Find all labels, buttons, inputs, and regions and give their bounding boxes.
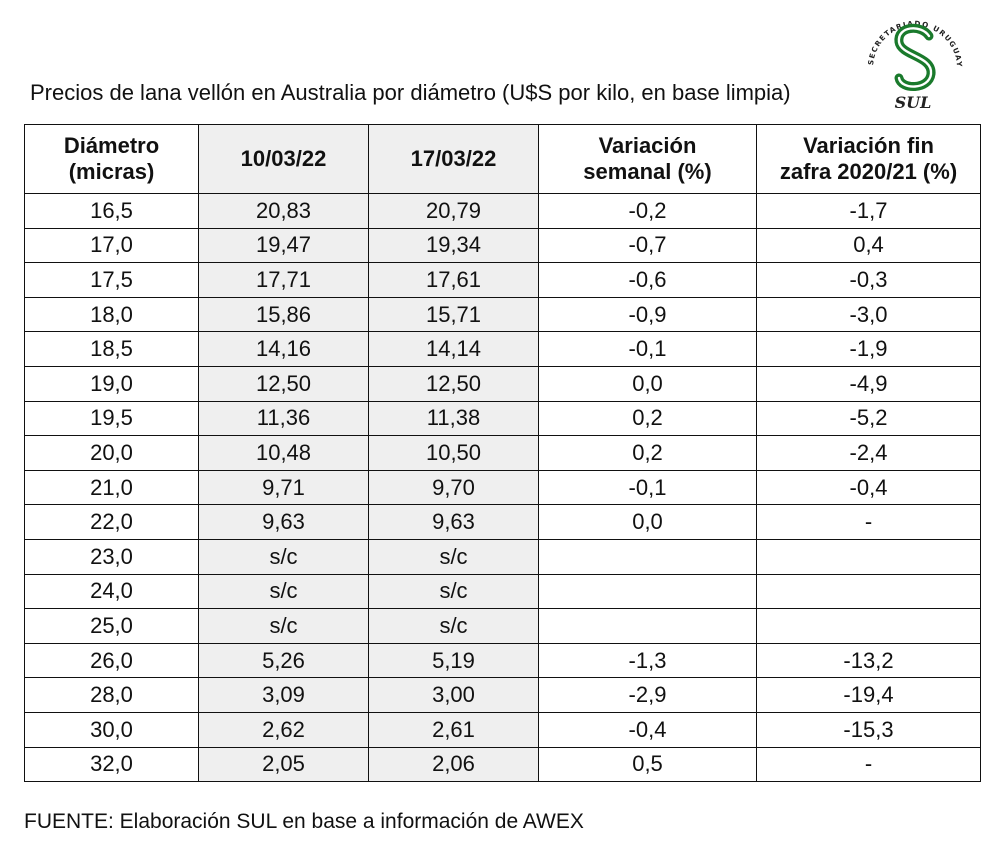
price-17-03-cell: 20,79 (369, 194, 539, 229)
variacion-semanal-cell: 0,2 (539, 436, 757, 471)
diametro-cell: 21,0 (25, 470, 199, 505)
price-17-03-cell: 15,71 (369, 297, 539, 332)
price-10-03-cell: 9,71 (199, 470, 369, 505)
variacion-zafra-cell: 0,4 (757, 228, 981, 263)
table-row (25, 747, 981, 782)
price-17-03-cell: 11,38 (369, 401, 539, 436)
diametro-cell: 18,0 (25, 297, 199, 332)
diametro-cell: 32,0 (25, 747, 199, 782)
price-10-03-cell: 2,62 (199, 712, 369, 747)
diametro-cell: 24,0 (25, 574, 199, 609)
source-note: FUENTE: Elaboración SUL en base a información de AWEX (24, 810, 584, 833)
logo-mark-text: SUL (894, 93, 932, 112)
price-10-03-cell: 20,83 (199, 194, 369, 229)
variacion-zafra-cell (757, 539, 981, 574)
sul-s-logo-icon (855, 6, 975, 116)
price-17-03-cell: s/c (369, 609, 539, 644)
price-17-03-cell: 19,34 (369, 228, 539, 263)
variacion-zafra-cell: -3,0 (757, 297, 981, 332)
price-10-03-cell: s/c (199, 609, 369, 644)
diametro-cell: 26,0 (25, 643, 199, 678)
variacion-zafra-cell: -1,9 (757, 332, 981, 367)
variacion-semanal-cell: 0,5 (539, 747, 757, 782)
variacion-semanal-cell (539, 574, 757, 609)
diametro-cell: 20,0 (25, 436, 199, 471)
diametro-cell: 17,5 (25, 263, 199, 298)
sul-logo (855, 6, 975, 116)
price-10-03-cell: 11,36 (199, 401, 369, 436)
diametro-cell: 19,5 (25, 401, 199, 436)
variacion-semanal-cell: -0,1 (539, 332, 757, 367)
variacion-zafra-cell: - (757, 747, 981, 782)
diametro-cell: 22,0 (25, 505, 199, 540)
table-row (25, 574, 981, 609)
variacion-zafra-cell (757, 609, 981, 644)
price-17-03-cell: 17,61 (369, 263, 539, 298)
price-17-03-cell: 9,70 (369, 470, 539, 505)
variacion-zafra-cell: -2,4 (757, 436, 981, 471)
table-row (25, 332, 981, 367)
header-date-1: 10/03/22 (199, 125, 369, 194)
table-row (25, 712, 981, 747)
price-10-03-cell: 14,16 (199, 332, 369, 367)
variacion-semanal-cell: -0,2 (539, 194, 757, 229)
price-10-03-cell: 17,71 (199, 263, 369, 298)
header-diametro: Diámetro (micras) (25, 125, 199, 194)
table-row (25, 539, 981, 574)
variacion-zafra-cell: -19,4 (757, 678, 981, 713)
variacion-semanal-cell: -0,1 (539, 470, 757, 505)
diametro-cell: 30,0 (25, 712, 199, 747)
table-row (25, 194, 981, 229)
price-10-03-cell: 19,47 (199, 228, 369, 263)
price-10-03-cell: 2,05 (199, 747, 369, 782)
variacion-zafra-cell: -0,3 (757, 263, 981, 298)
table-title: Precios de lana vellón en Australia por diámetro (U$S por kilo, en base limpia) (30, 80, 791, 105)
price-17-03-cell: s/c (369, 574, 539, 609)
diametro-cell: 25,0 (25, 609, 199, 644)
price-17-03-cell: 12,50 (369, 366, 539, 401)
price-17-03-cell: 14,14 (369, 332, 539, 367)
table-row (25, 401, 981, 436)
diametro-cell: 23,0 (25, 539, 199, 574)
variacion-semanal-cell: -0,6 (539, 263, 757, 298)
price-17-03-cell: 5,19 (369, 643, 539, 678)
variacion-semanal-cell: -0,9 (539, 297, 757, 332)
diametro-cell: 17,0 (25, 228, 199, 263)
variacion-zafra-cell: - (757, 505, 981, 540)
price-10-03-cell: s/c (199, 574, 369, 609)
price-17-03-cell: 9,63 (369, 505, 539, 540)
table-row (25, 263, 981, 298)
variacion-zafra-cell (757, 574, 981, 609)
table-row (25, 643, 981, 678)
variacion-semanal-cell (539, 539, 757, 574)
variacion-semanal-cell: 0,0 (539, 366, 757, 401)
table-row (25, 609, 981, 644)
variacion-zafra-cell: -13,2 (757, 643, 981, 678)
logo-ring-text: SECRETARIADO URUGUAY (866, 18, 965, 68)
svg-text:SECRETARIADO URUGUAYO DE LA LA (855, 6, 964, 68)
diametro-cell: 19,0 (25, 366, 199, 401)
variacion-zafra-cell: -15,3 (757, 712, 981, 747)
table-row (25, 297, 981, 332)
price-10-03-cell: 3,09 (199, 678, 369, 713)
prices-table (24, 124, 981, 782)
variacion-semanal-cell: 0,2 (539, 401, 757, 436)
price-10-03-cell: 5,26 (199, 643, 369, 678)
variacion-semanal-cell: -0,7 (539, 228, 757, 263)
header-date-2: 17/03/22 (369, 125, 539, 194)
diametro-cell: 18,5 (25, 332, 199, 367)
table-header (25, 125, 981, 194)
variacion-semanal-cell: 0,0 (539, 505, 757, 540)
variacion-zafra-cell: -5,2 (757, 401, 981, 436)
table-row (25, 228, 981, 263)
price-17-03-cell: 3,00 (369, 678, 539, 713)
diametro-cell: 16,5 (25, 194, 199, 229)
variacion-semanal-cell: -2,9 (539, 678, 757, 713)
table-row (25, 678, 981, 713)
variacion-zafra-cell: -1,7 (757, 194, 981, 229)
header-variacion-zafra: Variación fin zafra 2020/21 (%) (757, 125, 981, 194)
table-row (25, 505, 981, 540)
price-10-03-cell: 10,48 (199, 436, 369, 471)
table-body (25, 194, 981, 782)
price-17-03-cell: 2,61 (369, 712, 539, 747)
price-17-03-cell: 10,50 (369, 436, 539, 471)
price-10-03-cell: s/c (199, 539, 369, 574)
price-17-03-cell: 2,06 (369, 747, 539, 782)
table-row (25, 366, 981, 401)
price-10-03-cell: 15,86 (199, 297, 369, 332)
diametro-cell: 28,0 (25, 678, 199, 713)
price-10-03-cell: 12,50 (199, 366, 369, 401)
price-17-03-cell: s/c (369, 539, 539, 574)
variacion-semanal-cell: -1,3 (539, 643, 757, 678)
variacion-zafra-cell: -4,9 (757, 366, 981, 401)
header-variacion-semanal: Variación semanal (%) (539, 125, 757, 194)
price-10-03-cell: 9,63 (199, 505, 369, 540)
variacion-zafra-cell: -0,4 (757, 470, 981, 505)
table-row (25, 436, 981, 471)
variacion-semanal-cell: -0,4 (539, 712, 757, 747)
table-row (25, 470, 981, 505)
variacion-semanal-cell (539, 609, 757, 644)
